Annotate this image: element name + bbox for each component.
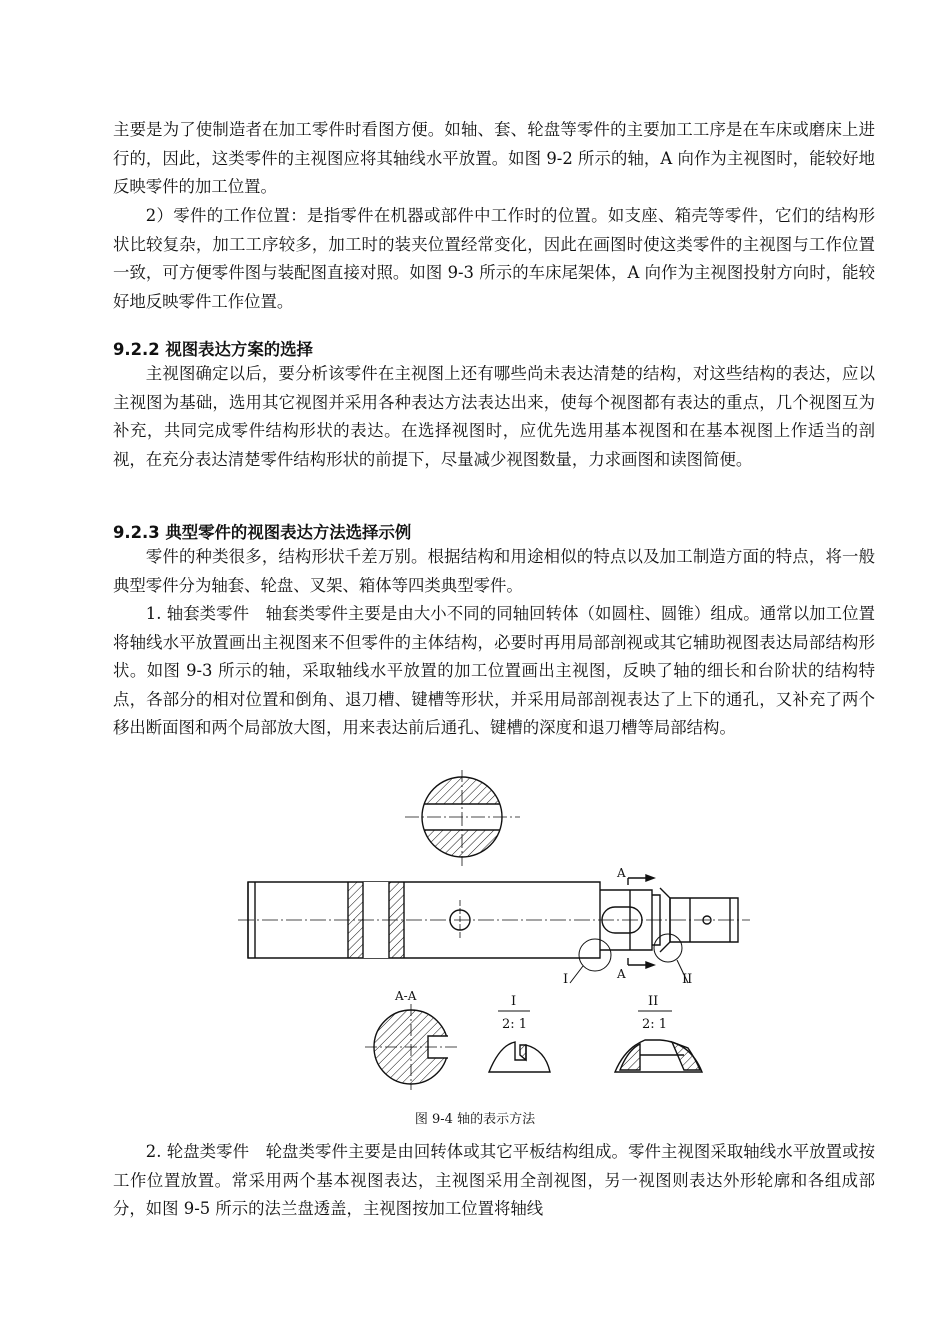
detail-2-name: II (648, 994, 659, 1009)
detail-1-scale: 2: 1 (502, 1017, 528, 1032)
figure-caption: 图 9-4 轴的表示方法 (414, 1112, 536, 1127)
detail-mark-2: II (682, 972, 693, 987)
detail-1-view (489, 1042, 550, 1072)
section-heading-9-2-3: 9.2.3 典型零件的视图表达方法选择示例 (113, 523, 412, 542)
paragraph-5: 1. 轴套类零件 轴套类零件主要是由大小不同的同轴回转体（如圆柱、圆锥）组成。通常以加工位置将轴线水平放置画出主视图来不但零件的主体结构，必要时再用局部剖视或其它辅助视图表达局部结构形状。如图 9-3 所示的轴，采取轴线水平放置的加工位置画出主视图，反映了轴的细长和台阶状的结构特点，各部分的相对位置和倒角、退刀槽、键槽等形状，并采用局部剖视表达了上下的通孔，又补充了两个移出断面图和两个局部放大图，用来表达前后通孔、键槽的深度和退刀槽等局部结构。 (113, 604, 875, 737)
paragraph-4: 零件的种类很多，结构形状千差万别。根据结构和用途相似的特点以及加工制造方面的特点，将一般典型零件分为轴套、轮盘、叉架、箱体等四类典型零件。 (113, 547, 875, 595)
detail-2-scale: 2: 1 (642, 1017, 668, 1032)
shaft-drawing (0, 770, 950, 1110)
section-aa-view (365, 1004, 458, 1090)
paragraph-1: 主要是为了使制造者在加工零件时看图方便。如轴、套、轮盘等零件的主要加工工序是在车床或磨床上进行的，因此，这类零件的主视图应将其轴线水平放置。如图 9-2 所示的轴，A 向作为主视图时，能较好地反映零件的加工位置。 (113, 120, 875, 196)
paragraph-3: 主视图确定以后，要分析该零件在主视图上还有哪些尚未表达清楚的结构，对这些结构的表达，应以主视图为基础，选用其它视图并采用各种表达方法表达出来，使每个视图都有表达的重点，几个视图互为补充，共同完成零件结构形状的表达。在选择视图时，应优先选用基本视图和在基本视图上作适当的剖视，在充分表达清楚零件结构形状的前提下，尽量减少视图数量，力求画图和读图简便。 (113, 364, 875, 469)
shaft-main-view (238, 875, 750, 983)
section-heading-9-2-2: 9.2.2 视图表达方案的选择 (113, 340, 313, 359)
detail-1-name: I (511, 994, 517, 1009)
paragraph-6: 2. 轮盘类零件 轮盘类零件主要是由回转体或其它平板结构组成。零件主视图采取轴线水平放置或按工作位置放置。常采用两个基本视图表达，主视图采用全剖视图，另一视图则表达外形轮廓和各组成部分，如图 9-5 所示的法兰盘透盖，主视图按加工位置将轴线 (113, 1142, 875, 1218)
paragraph-2: 2）零件的工作位置：是指零件在机器或部件中工作时的位置。如支座、箱壳等零件，它们的结构形状比较复杂，加工工序较多，加工时的装夹位置经常变化，因此在画图时使这类零件的主视图与工作位置一致，可方便零件图与装配图直接对照。如图 9-3 所示的车床尾架体，A 向作为主视图投射方向时，能较好地反映零件工作位置。 (113, 206, 875, 311)
section-mark-a-top: A (617, 866, 626, 880)
top-section-view (405, 770, 520, 866)
detail-mark-1: I (563, 972, 569, 987)
section-mark-a-bottom: A (617, 967, 626, 981)
section-aa-label: A-A (395, 989, 417, 1003)
detail-2-view (615, 1040, 702, 1072)
